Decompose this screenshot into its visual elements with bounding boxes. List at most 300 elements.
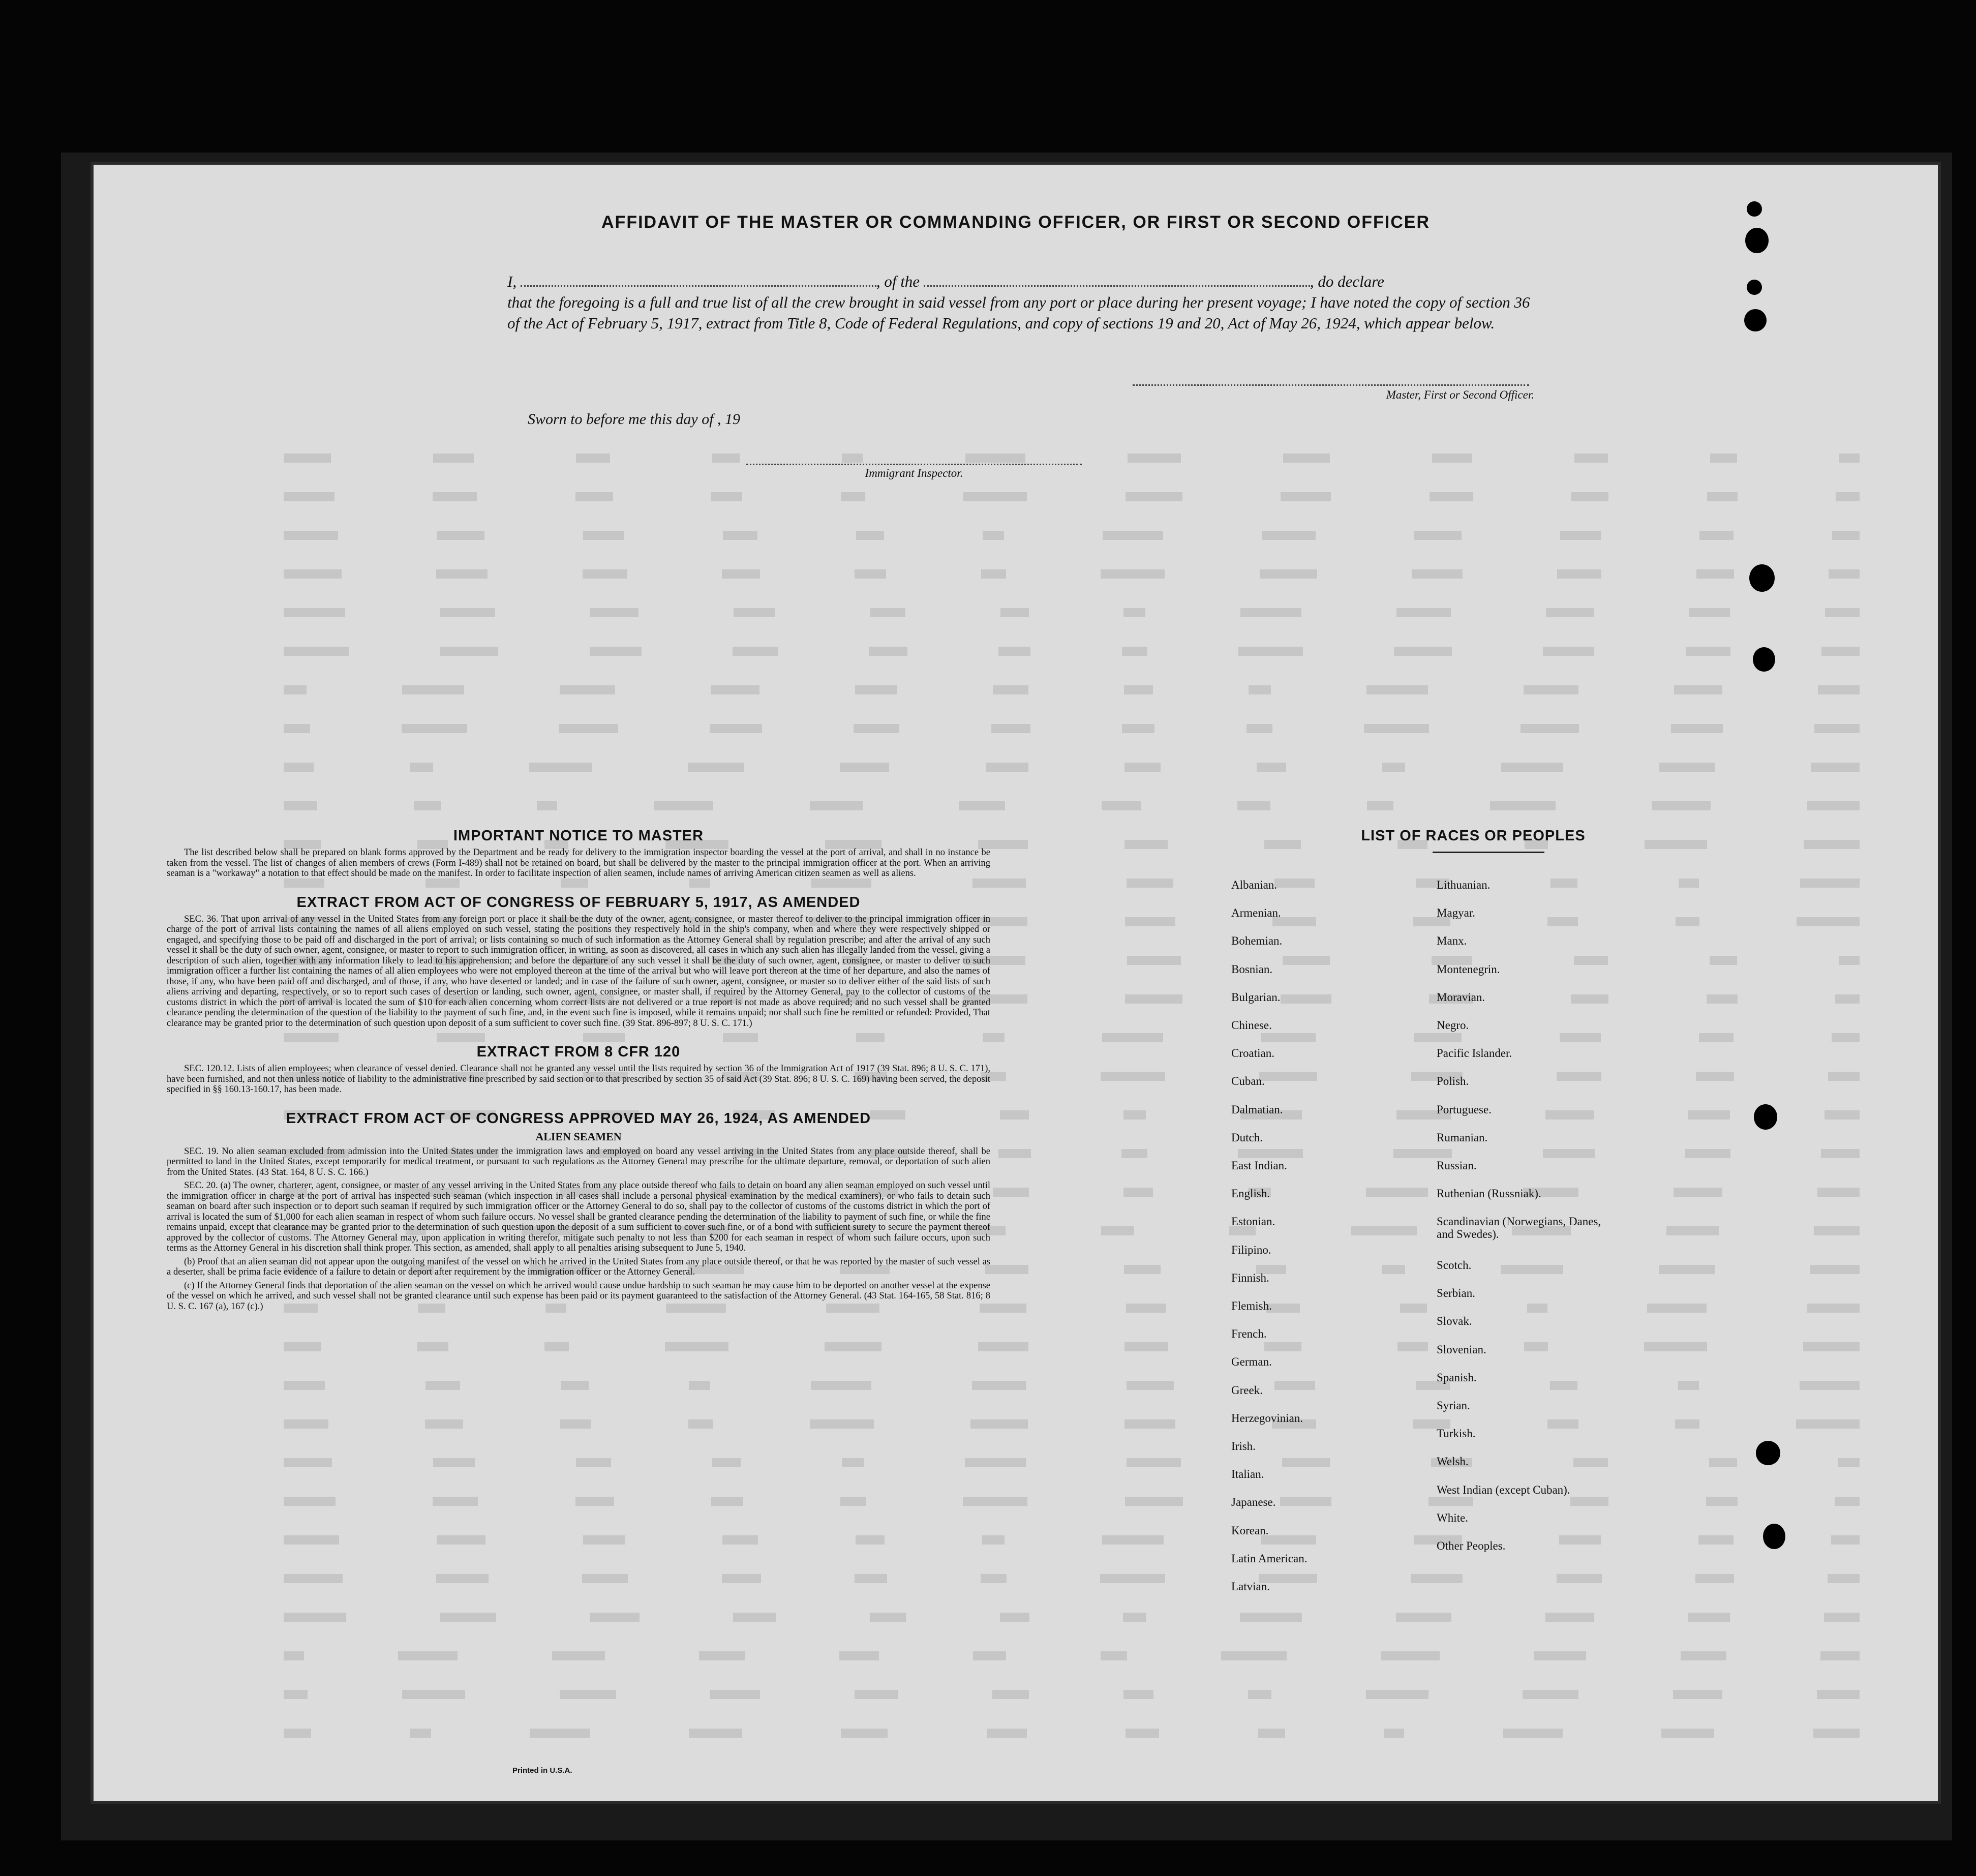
bleed-through-mark xyxy=(710,724,762,733)
bleed-through-mark xyxy=(1524,685,1578,694)
bleed-through-mark xyxy=(1709,1458,1737,1467)
bleed-through-mark xyxy=(665,1342,728,1351)
race-item: Filipino. xyxy=(1231,1244,1271,1256)
race-item: English. xyxy=(1231,1187,1270,1200)
bleed-through-mark xyxy=(590,1613,640,1622)
bleed-through-mark xyxy=(583,531,624,540)
bleed-through-mark xyxy=(1675,1419,1699,1429)
bleed-through-mark xyxy=(433,492,477,501)
race-item: Dutch. xyxy=(1231,1131,1263,1144)
bleed-through-row xyxy=(284,1531,1860,1552)
extract-1924-sec20a: SEC. 20. (a) The owner, charterer, agent, consignee, or master of any vessel arriving in the United States from any place outside thereof who fails to detain on board any alien seaman employed on such vessel until the immigration officer in charge at the port of arrival has inspected such seaman (which inspection in all cases shall include a personal physical examination by the medical examiners), or who fails to detain such seaman on board after such inspection or to deport such seaman if required by such immigration officer or the Attorney General to do so, shall pay to the collector of customs of the customs district in which the port of arrival is located the sum of $1,000 for each alien seaman in respect of whom such failure occurs. No vessel shall be granted clearance pending the determination of the liability to payment of such fine, or while the fine remains unpaid, except that clearance may be granted prior to the determination of such question upon the deposit of a sum sufficient to cover such fine, or of a bond with sufficient surety to secure the payment thereof approved by the collector of customs. The Attorney General may, upon application in writing therefor, mitigate such penalty to not less than $200 for each seaman in respect of whom such failure occurs, upon such terms as the Attorney General in his discretion shall think proper. This section, as amended, shall apply to all penalties arising subsequent to June 5, 1940. xyxy=(167,1181,990,1253)
race-item: Negro. xyxy=(1437,1019,1469,1032)
bleed-through-mark xyxy=(1123,1188,1153,1197)
bleed-through-mark xyxy=(437,1535,485,1545)
bleed-through-mark xyxy=(1240,1613,1302,1622)
bleed-through-mark xyxy=(1282,1458,1330,1467)
bleed-through-row xyxy=(284,643,1860,663)
bleed-through-mark xyxy=(576,1458,611,1467)
bleed-through-mark xyxy=(811,1381,871,1390)
bleed-through-mark xyxy=(998,647,1030,656)
bleed-through-mark xyxy=(1124,763,1161,772)
bleed-through-mark xyxy=(689,1729,742,1738)
bleed-through-mark xyxy=(1127,1381,1174,1390)
bleed-through-mark xyxy=(1100,1574,1165,1583)
bleed-through-mark xyxy=(1560,531,1601,540)
bleed-through-mark xyxy=(537,801,557,810)
race-item: German. xyxy=(1231,1355,1272,1368)
declaration-do-declare: , do declare xyxy=(1310,273,1384,290)
bleed-through-mark xyxy=(1393,1149,1452,1158)
bleed-through-mark xyxy=(1527,1304,1547,1313)
bleed-through-mark xyxy=(284,1535,339,1545)
bleed-through-mark xyxy=(1122,724,1154,733)
bleed-through-mark xyxy=(993,685,1028,694)
bleed-through-mark xyxy=(1814,724,1860,733)
bleed-through-mark xyxy=(425,1419,463,1429)
bleed-through-mark xyxy=(529,763,592,772)
bleed-through-mark xyxy=(991,724,1030,733)
race-item: Scandinavian (Norwegians, Danes, and Swedes). xyxy=(1437,1215,1601,1240)
bleed-through-mark xyxy=(1796,1419,1860,1429)
bleed-through-row xyxy=(284,604,1860,624)
bleed-through-mark xyxy=(1696,569,1734,579)
race-item: Dalmatian. xyxy=(1231,1103,1283,1116)
bleed-through-mark xyxy=(870,1613,906,1622)
bleed-through-mark xyxy=(1652,801,1711,810)
bleed-through-mark xyxy=(981,569,1006,579)
bleed-through-mark xyxy=(433,453,474,463)
bleed-through-mark xyxy=(1430,492,1473,501)
bleed-through-mark xyxy=(825,1342,881,1351)
bleed-through-mark xyxy=(1836,492,1860,501)
bleed-through-mark xyxy=(1248,1690,1271,1699)
bleed-through-mark xyxy=(1832,1033,1860,1042)
race-item: Finnish. xyxy=(1231,1272,1269,1284)
bleed-through-mark xyxy=(1817,1690,1860,1699)
bleed-through-mark xyxy=(1707,994,1738,1004)
bleed-through-mark xyxy=(1678,1381,1699,1390)
bleed-through-mark xyxy=(560,1419,591,1429)
bleed-through-mark xyxy=(402,1690,465,1699)
punch-hole xyxy=(1753,647,1775,672)
race-item: Turkish. xyxy=(1437,1427,1476,1440)
bleed-through-mark xyxy=(1262,531,1316,540)
bleed-through-mark xyxy=(284,1729,311,1738)
bleed-through-mark xyxy=(1825,1110,1860,1119)
race-item: French. xyxy=(1231,1327,1267,1340)
bleed-through-mark xyxy=(733,1613,776,1622)
bleed-through-mark xyxy=(973,1651,1006,1660)
race-item: Serbian. xyxy=(1437,1287,1476,1299)
bleed-through-mark xyxy=(552,1651,605,1660)
bleed-through-mark xyxy=(688,763,744,772)
bleed-through-mark xyxy=(1647,1304,1707,1313)
race-item: Welsh. xyxy=(1437,1455,1469,1468)
race-item: Cuban. xyxy=(1231,1075,1265,1087)
bleed-through-mark xyxy=(284,1458,332,1467)
race-item: Other Peoples. xyxy=(1437,1539,1506,1552)
bleed-through-row xyxy=(284,527,1860,547)
race-item: Italian. xyxy=(1231,1468,1264,1480)
bleed-through-mark xyxy=(1364,724,1429,733)
bleed-through-mark xyxy=(1835,994,1860,1004)
extract-8cfr-title: EXTRACT FROM 8 CFR 120 xyxy=(476,1044,681,1060)
bleed-through-mark xyxy=(1127,956,1181,965)
bleed-through-mark xyxy=(1382,763,1405,772)
bleed-through-row xyxy=(284,759,1860,779)
bleed-through-mark xyxy=(1127,879,1173,888)
race-item: Albanian. xyxy=(1231,879,1278,891)
bleed-through-mark xyxy=(1811,763,1860,772)
bleed-through-mark xyxy=(440,647,498,656)
bleed-through-mark xyxy=(965,1458,1026,1467)
bleed-through-mark xyxy=(284,453,331,463)
bleed-through-mark xyxy=(284,1497,336,1506)
bleed-through-mark xyxy=(1688,1613,1730,1622)
race-item: Bosnian. xyxy=(1231,963,1273,976)
declaration-i: I, xyxy=(507,273,517,290)
bleed-through-mark xyxy=(284,724,310,733)
bleed-through-mark xyxy=(1839,956,1860,965)
extract-1924-title: EXTRACT FROM ACT OF CONGRESS APPROVED MAY 26, 1924, AS AMENDED xyxy=(286,1110,871,1127)
bleed-through-mark xyxy=(1707,492,1738,501)
bleed-through-mark xyxy=(440,608,495,617)
bleed-through-mark xyxy=(810,1419,874,1429)
bleed-through-mark xyxy=(1490,801,1556,810)
race-item: Slovenian. xyxy=(1437,1343,1486,1356)
bleed-through-mark xyxy=(284,1613,346,1622)
bleed-through-mark xyxy=(841,1729,888,1738)
bleed-through-mark xyxy=(1698,1535,1734,1545)
bleed-through-mark xyxy=(959,801,1005,810)
race-item: Herzegovinian. xyxy=(1231,1412,1303,1425)
bleed-through-mark xyxy=(986,763,1028,772)
race-item: Slovak. xyxy=(1437,1315,1472,1327)
bleed-through-mark xyxy=(1428,1497,1473,1506)
bleed-through-mark xyxy=(284,531,338,540)
inspector-label: Immigrant Inspector. xyxy=(865,467,963,479)
bleed-through-mark xyxy=(1126,1729,1159,1738)
bleed-through-mark xyxy=(1123,1613,1146,1622)
bleed-through-mark xyxy=(1126,492,1182,501)
bleed-through-mark xyxy=(1800,1381,1860,1390)
bleed-through-mark xyxy=(723,1535,758,1545)
bleed-through-mark xyxy=(1366,1690,1428,1699)
bleed-through-mark xyxy=(284,685,307,694)
bleed-through-mark xyxy=(840,763,889,772)
race-item: Ruthenian (Russniak). xyxy=(1437,1187,1541,1200)
bleed-through-mark xyxy=(1258,1729,1285,1738)
bleed-through-mark xyxy=(1367,801,1393,810)
bleed-through-mark xyxy=(1644,1342,1707,1351)
bleed-through-mark xyxy=(1283,453,1330,463)
bleed-through-row xyxy=(284,1415,1860,1436)
bleed-through-mark xyxy=(1824,1613,1860,1622)
bleed-through-row xyxy=(284,1377,1860,1397)
bleed-through-mark xyxy=(1000,608,1029,617)
bleed-through-mark xyxy=(1381,1651,1440,1660)
bleed-through-mark xyxy=(1101,1226,1134,1235)
race-item: Portuguese. xyxy=(1437,1103,1492,1116)
extract-8cfr-text: SEC. 120.12. Lists of alien employees; when clearance of vessel denied. Clearance shall not be granted any vessel until the lists required by section 36 of the Immigration Act of 1917 (39 Stat. 896; 8 U. S. C. 171), have been furnished, and not then unless notice of liability to the administrative fine prescribed by said section or to that prescribed by section 35 of said Act (39 Stat. 896; 8 U. S. C. 169) having been served, the deposit specified in §§ 160.13-160.17, has been made. xyxy=(167,1064,990,1095)
race-item: Croatian. xyxy=(1231,1047,1274,1060)
bleed-through-mark xyxy=(722,1574,761,1583)
bleed-through-mark xyxy=(1123,608,1145,617)
punch-hole xyxy=(1756,1441,1780,1465)
bleed-through-mark xyxy=(870,608,905,617)
bleed-through-mark xyxy=(284,1574,343,1583)
bleed-through-mark xyxy=(1674,1188,1722,1197)
bleed-through-mark xyxy=(1122,647,1147,656)
bleed-through-mark xyxy=(1412,569,1463,579)
bleed-through-mark xyxy=(1688,1110,1730,1119)
bleed-through-mark xyxy=(1832,531,1860,540)
bleed-through-mark xyxy=(1534,1651,1586,1660)
bleed-through-mark xyxy=(436,569,488,579)
bleed-through-mark xyxy=(1546,608,1594,617)
bleed-through-mark xyxy=(1839,453,1860,463)
bleed-through-mark xyxy=(1249,685,1271,694)
bleed-through-mark xyxy=(1681,1651,1726,1660)
race-item: Estonian. xyxy=(1231,1215,1275,1228)
bleed-through-mark xyxy=(575,1497,614,1506)
bleed-through-row xyxy=(284,1647,1860,1668)
bleed-through-mark xyxy=(1238,647,1303,656)
bleed-through-mark xyxy=(983,531,1004,540)
bleed-through-mark xyxy=(711,685,759,694)
bleed-through-mark xyxy=(1221,1651,1287,1660)
signature-label: Master, First or Second Officer. xyxy=(1386,388,1534,401)
bleed-through-mark xyxy=(436,1574,489,1583)
bleed-through-mark xyxy=(1659,1265,1715,1274)
bleed-through-mark xyxy=(1240,608,1301,617)
bleed-through-mark xyxy=(1394,647,1452,656)
bleed-through-mark xyxy=(433,1458,475,1467)
bleed-through-mark xyxy=(1659,763,1715,772)
bleed-through-mark xyxy=(433,1497,478,1506)
bleed-through-mark xyxy=(1661,1729,1714,1738)
bleed-through-mark xyxy=(1123,1110,1146,1119)
bleed-through-mark xyxy=(284,1419,328,1429)
extract-1917-text: SEC. 36. That upon arrival of any vessel in the United States from any foreign port or place it shall be the duty of the owner, agent, consignee, or master thereof to deliver to the principal immigration officer in charge of the port of arrival lists containing the names of all aliens employed on such vessel, stating the positions they respectively hold in the ship's company, when and where they were respectively shipped or engaged, and specifying those to be paid off and discharged in the port of arrival; or lists containing so much of such information as the Attorney General shall by regulation prescribe; and after the arrival of any such vessel it shall be the duty of such owner, agent, consignee, or master to report to such immigration officer, in writing, as soon as discovered, all cases in which any such alien has illegally landed from the vessel, giving a description of such alien, together with any information likely to lead to his apprehension; and before the departure of any such vessel it shall be the duty of such owner, agent, consignee, or master to deliver to such immigration officer a further list containing the names of all alien employees who were not employed thereon at the time of the arrival but who will leave port thereon at the time of her departure, and also the names of those, if any, who have been paid off and discharged, and of those, if any, who have deserted or landed; and in case of the failure of such owner, agent, consignee, or master so to deliver either of the said lists of such aliens arriving and departing, respectively, or so to report such cases of desertion or landing, such owner, agent, consignee, or master shall, if required by the Attorney General, pay to the collector of customs of the customs district in which the port of arrival is located the sum of $10 for each alien concerning whom correct lists are not delivered or a true report is not made as above required; and no such vessel shall be granted clearance pending the determination of the question of the liability to the payment of such fine, and, in the event such fine is imposed, while it remains unpaid; nor shall such fine be remitted or refunded: Provided, That clearance may be granted prior to the determination of such question upon deposit of a sum sufficient to cover such fine. (39 Stat. 896-897; 8 U. S. C. 171.) xyxy=(167,914,990,1028)
master-name-field[interactable] xyxy=(521,285,876,287)
bleed-through-mark xyxy=(1810,1265,1860,1274)
vessel-name-field[interactable] xyxy=(924,285,1310,287)
bleed-through-row xyxy=(284,720,1860,740)
bleed-through-mark xyxy=(560,1690,616,1699)
bleed-through-mark xyxy=(410,763,433,772)
bleed-through-mark xyxy=(440,1613,496,1622)
bleed-through-mark xyxy=(972,1381,1026,1390)
bleed-through-mark xyxy=(1257,763,1286,772)
bleed-through-row xyxy=(284,1724,1860,1745)
bleed-through-mark xyxy=(576,453,610,463)
bleed-through-mark xyxy=(699,1651,745,1660)
bleed-through-mark xyxy=(284,1381,325,1390)
bleed-through-mark xyxy=(712,453,740,463)
bleed-through-mark xyxy=(963,492,1027,501)
bleed-through-mark xyxy=(840,1497,866,1506)
bleed-through-mark xyxy=(1102,1033,1163,1042)
bleed-through-mark xyxy=(1102,1535,1164,1545)
bleed-through-mark xyxy=(1807,1304,1860,1313)
race-item: Rumanian. xyxy=(1437,1131,1488,1144)
bleed-through-mark xyxy=(530,1729,590,1738)
bleed-through-mark xyxy=(1666,1226,1719,1235)
bleed-through-mark xyxy=(978,1342,1028,1351)
bleed-through-mark xyxy=(1571,492,1608,501)
bleed-through-mark xyxy=(1829,569,1860,579)
punch-hole xyxy=(1754,1104,1777,1130)
bleed-through-mark xyxy=(582,1574,628,1583)
extract-1917-title: EXTRACT FROM ACT OF CONGRESS OF FEBRUARY 5, 1917, AS AMENDED xyxy=(296,894,861,911)
bleed-through-mark xyxy=(284,492,335,501)
bleed-through-mark xyxy=(560,685,615,694)
race-item: Russian. xyxy=(1437,1159,1477,1172)
extract-1924-sec20b: (b) Proof that an alien seaman did not appear upon the outgoing manifest of the vessel on which he arrived in the United States from any place outside thereof, or that he was reported by the master of such vessel as a deserter, shall be prima facie evidence of a failure to detain or deport after requirement by the immigration officer or the Attorney General. xyxy=(167,1256,990,1277)
bleed-through-mark xyxy=(1814,1226,1860,1235)
bleed-through-mark xyxy=(544,1342,569,1351)
bleed-through-mark xyxy=(1689,608,1730,617)
race-item: Irish. xyxy=(1231,1440,1256,1453)
bleed-through-mark xyxy=(590,647,642,656)
bleed-through-mark xyxy=(1521,724,1579,733)
inspector-signature-line[interactable] xyxy=(746,464,1082,465)
bleed-through-mark xyxy=(734,608,775,617)
bleed-through-mark xyxy=(1803,1342,1860,1351)
bleed-through-mark xyxy=(1124,685,1153,694)
bleed-through-mark xyxy=(1674,685,1722,694)
bleed-through-mark xyxy=(1414,1033,1462,1042)
legal-notices xyxy=(167,828,990,1312)
bleed-through-mark xyxy=(1676,917,1699,926)
bleed-through-mark xyxy=(284,1342,321,1351)
bleed-through-mark xyxy=(1671,724,1723,733)
bleed-through-mark xyxy=(402,724,467,733)
bleed-through-mark xyxy=(1264,840,1301,849)
bleed-through-mark xyxy=(1706,1497,1738,1506)
bleed-through-mark xyxy=(1557,569,1601,579)
bleed-through-mark xyxy=(1813,1729,1860,1738)
bleed-through-mark xyxy=(1695,1574,1734,1583)
declaration-text xyxy=(507,271,1544,334)
bleed-through-mark xyxy=(1124,1265,1161,1274)
bleed-through-mark xyxy=(1101,1651,1127,1660)
bleed-through-mark xyxy=(1411,1574,1463,1583)
bleed-through-mark xyxy=(1821,647,1860,656)
race-item: Latin American. xyxy=(1231,1552,1308,1565)
bleed-through-row xyxy=(284,797,1860,818)
signature-line[interactable] xyxy=(1133,384,1529,386)
bleed-through-mark xyxy=(1673,1690,1722,1699)
bleed-through-mark xyxy=(575,492,613,501)
bleed-through-mark xyxy=(1127,1458,1181,1467)
bleed-through-mark xyxy=(1818,685,1860,694)
bleed-through-mark xyxy=(711,1690,761,1699)
bleed-through-mark xyxy=(1128,453,1181,463)
bleed-through-mark xyxy=(1501,763,1563,772)
bleed-through-mark xyxy=(855,569,886,579)
bleed-through-mark xyxy=(1807,801,1860,810)
sworn-year-label: , 19 xyxy=(717,411,741,428)
bleed-through-mark xyxy=(733,647,778,656)
bleed-through-mark xyxy=(1238,1149,1303,1158)
bleed-through-row xyxy=(284,488,1860,508)
extract-1924-sec19: SEC. 19. No alien seaman excluded from admission into the United States under the immigration laws and employed on board any vessel arriving in the United States from any place outside thereof, shall be permitted to land in the United States, except temporarily for medical treatment, or pursuant to such regulations as the Attorney General may prescribe for the ultimate departure, removal, or deportation of such alien from the United States. (43 Stat. 164, 8 U. S. C. 166.) xyxy=(167,1146,990,1177)
punch-hole xyxy=(1744,309,1767,331)
race-item: East Indian. xyxy=(1231,1159,1287,1172)
race-item: Lithuanian. xyxy=(1437,879,1491,891)
bleed-through-mark xyxy=(398,1651,458,1660)
bleed-through-mark xyxy=(1828,1574,1860,1583)
bleed-through-mark xyxy=(1686,647,1730,656)
punch-hole xyxy=(1763,1524,1785,1549)
bleed-through-mark xyxy=(810,801,863,810)
bleed-through-mark xyxy=(1523,1690,1578,1699)
bleed-through-mark xyxy=(970,1419,1028,1429)
bleed-through-mark xyxy=(284,569,342,579)
race-item: Bohemian. xyxy=(1231,934,1283,947)
bleed-through-mark xyxy=(583,1535,625,1545)
bleed-through-mark xyxy=(1238,801,1271,810)
bleed-through-mark xyxy=(1800,879,1860,888)
bleed-through-mark xyxy=(1838,1458,1860,1467)
bleed-through-mark xyxy=(284,1690,308,1699)
bleed-through-mark xyxy=(1124,1419,1175,1429)
bleed-through-mark xyxy=(1125,917,1175,926)
bleed-through-mark xyxy=(1679,879,1699,888)
bleed-through-mark xyxy=(1699,1033,1734,1042)
punch-hole xyxy=(1747,280,1762,295)
bleed-through-mark xyxy=(1261,1033,1316,1042)
bleed-through-mark xyxy=(1101,1072,1165,1081)
bleed-through-mark xyxy=(417,1342,448,1351)
bleed-through-mark xyxy=(1264,1342,1301,1351)
bleed-through-mark xyxy=(1699,531,1734,540)
race-item: West Indian (except Cuban). xyxy=(1437,1484,1570,1496)
bleed-through-mark xyxy=(1820,1651,1860,1660)
bleed-through-mark xyxy=(1126,1304,1166,1313)
bleed-through-mark xyxy=(711,492,742,501)
bleed-through-row xyxy=(284,1609,1860,1629)
bleed-through-mark xyxy=(1414,531,1462,540)
declaration-body: that the foregoing is a full and true list of all the crew brought in said vessel from any port or place during her present voyage; I have noted the copy of section 36 of the Act of February 5, 1917, extract from Title 8, Code of Federal Regulations, and copy of sections 19 and 20, Act of May 26, 1924, which appear below. xyxy=(507,293,1530,332)
bleed-through-mark xyxy=(855,1574,887,1583)
bleed-through-mark xyxy=(981,1574,1007,1583)
extract-1924-sec20c: (c) If the Attorney General finds that deportation of the alien seaman on the vessel on which he arrived would cause undue hardship to such seaman he may cause him to be deported on another vessel at the expense of the vessel on which he arrived, and such vessel shall not be granted clearance until such expense has been paid or its payment guaranteed to the satisfaction of the Attorney General. (43 Stat. 164-165, 58 Stat. 816; 8 U. S. C. 167 (a), 167 (c).) xyxy=(167,1280,990,1312)
bleed-through-mark xyxy=(1828,1072,1860,1081)
printed-in-usa: Printed in U.S.A. xyxy=(512,1766,572,1775)
bleed-through-mark xyxy=(1817,1188,1860,1197)
race-item: Scotch. xyxy=(1437,1259,1472,1272)
bleed-through-mark xyxy=(1831,1535,1860,1545)
bleed-through-mark xyxy=(842,1458,864,1467)
bleed-through-mark xyxy=(1247,724,1272,733)
bleed-through-mark xyxy=(1543,647,1594,656)
bleed-through-mark xyxy=(559,724,618,733)
bleed-through-row xyxy=(284,1338,1860,1358)
race-item: Latvian. xyxy=(1231,1580,1270,1593)
bleed-through-mark xyxy=(1821,1149,1860,1158)
bleed-through-mark xyxy=(1397,1342,1428,1351)
bleed-through-mark xyxy=(1710,956,1737,965)
bleed-through-mark xyxy=(425,1381,460,1390)
bleed-through-mark xyxy=(855,685,897,694)
bleed-through-row xyxy=(284,1570,1860,1590)
race-item: Pacific Islander. xyxy=(1437,1047,1512,1060)
bleed-through-mark xyxy=(1102,801,1141,810)
